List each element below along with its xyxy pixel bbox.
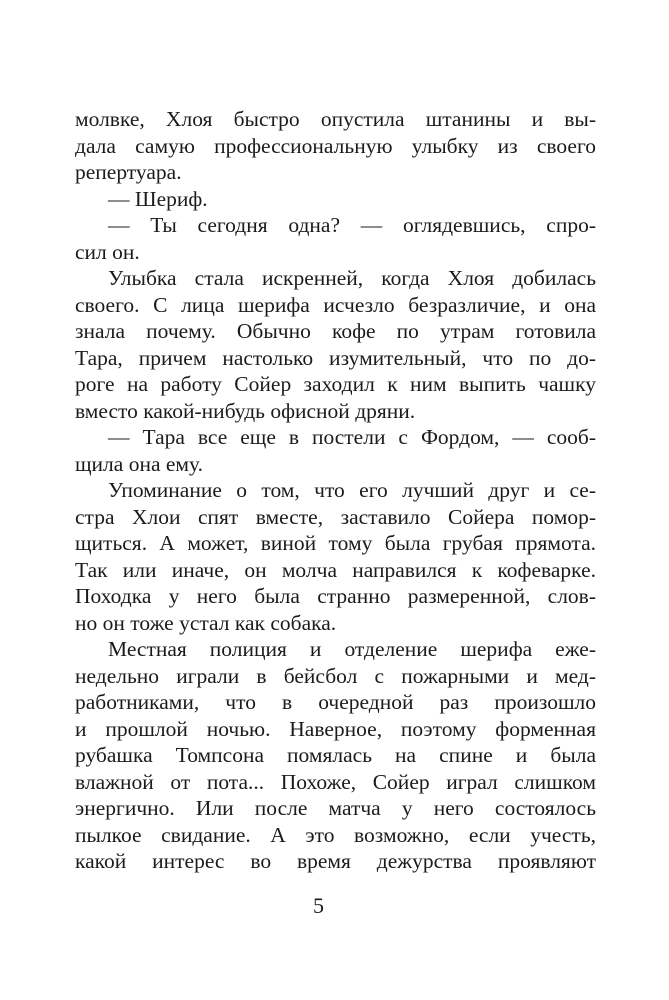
text-line: щила она ему. <box>75 451 204 476</box>
text-line: вместо какой-нибудь офисной дряни. <box>75 398 416 423</box>
dialogue-line: — Шериф. <box>108 186 208 211</box>
text-line: Так или иначе, он молча направился к кофеварке. <box>75 557 596 582</box>
text-line: сил он. <box>75 239 140 264</box>
text-line: рубашка Томпсона помялась на спине и была <box>75 743 596 767</box>
text-line: своего. С лица шерифа исчезло безразличие, и она <box>75 292 596 317</box>
dialogue-line: — Ты сегодня одна? — оглядевшись, спро- <box>108 213 596 237</box>
text-line: дала самую профессиональную улыбку из своего <box>75 133 596 158</box>
text-line: молвке, Хлоя быстро опустила штанины и вы- <box>75 107 596 131</box>
text-line: знала почему. Обычно кофе по утрам готовила <box>75 319 596 343</box>
paragraph-start-line: Упоминание о том, что его лучший друг и се- <box>108 478 596 502</box>
text-line: работниками, что в очередной раз произошло <box>75 690 596 714</box>
text-line: влажной от пота... Похоже, Сойер играл слишком <box>75 769 596 794</box>
text-line: какой интерес во время дежурства проявляют <box>75 849 596 873</box>
text-line: и прошлой ночью. Наверное, поэтому форменная <box>75 716 596 741</box>
text-line: щиться. А может, виной тому была грубая прямота. <box>75 531 596 555</box>
text-line: репертуара. <box>75 160 182 184</box>
paragraph-start-line: Местная полиция и отделение шерифа еже- <box>108 637 596 661</box>
text-line: пылкое свидание. А это возможно, если учесть, <box>75 822 596 847</box>
text-line: недельно играли в бейсбол с пожарными и мед- <box>75 663 596 688</box>
text-line: Тара, причем настолько изумительный, что по до- <box>75 345 596 370</box>
text-line: Походка у него была странно размеренной, слов- <box>75 584 596 608</box>
text-line: энергично. Или после матча у него состоялось <box>75 796 596 820</box>
text-line: стра Хлои спят вместе, заставило Сойера помор- <box>75 504 596 529</box>
page-number: 5 <box>313 893 324 918</box>
text-line: роге на работу Сойер заходил к ним выпить чашку <box>75 372 596 396</box>
dialogue-line: — Тара все еще в постели с Фордом, — сооб- <box>108 425 596 449</box>
paragraph-start-line: Улыбка стала искренней, когда Хлоя добилась <box>108 266 596 290</box>
text-line: но он тоже устал как собака. <box>75 610 337 635</box>
